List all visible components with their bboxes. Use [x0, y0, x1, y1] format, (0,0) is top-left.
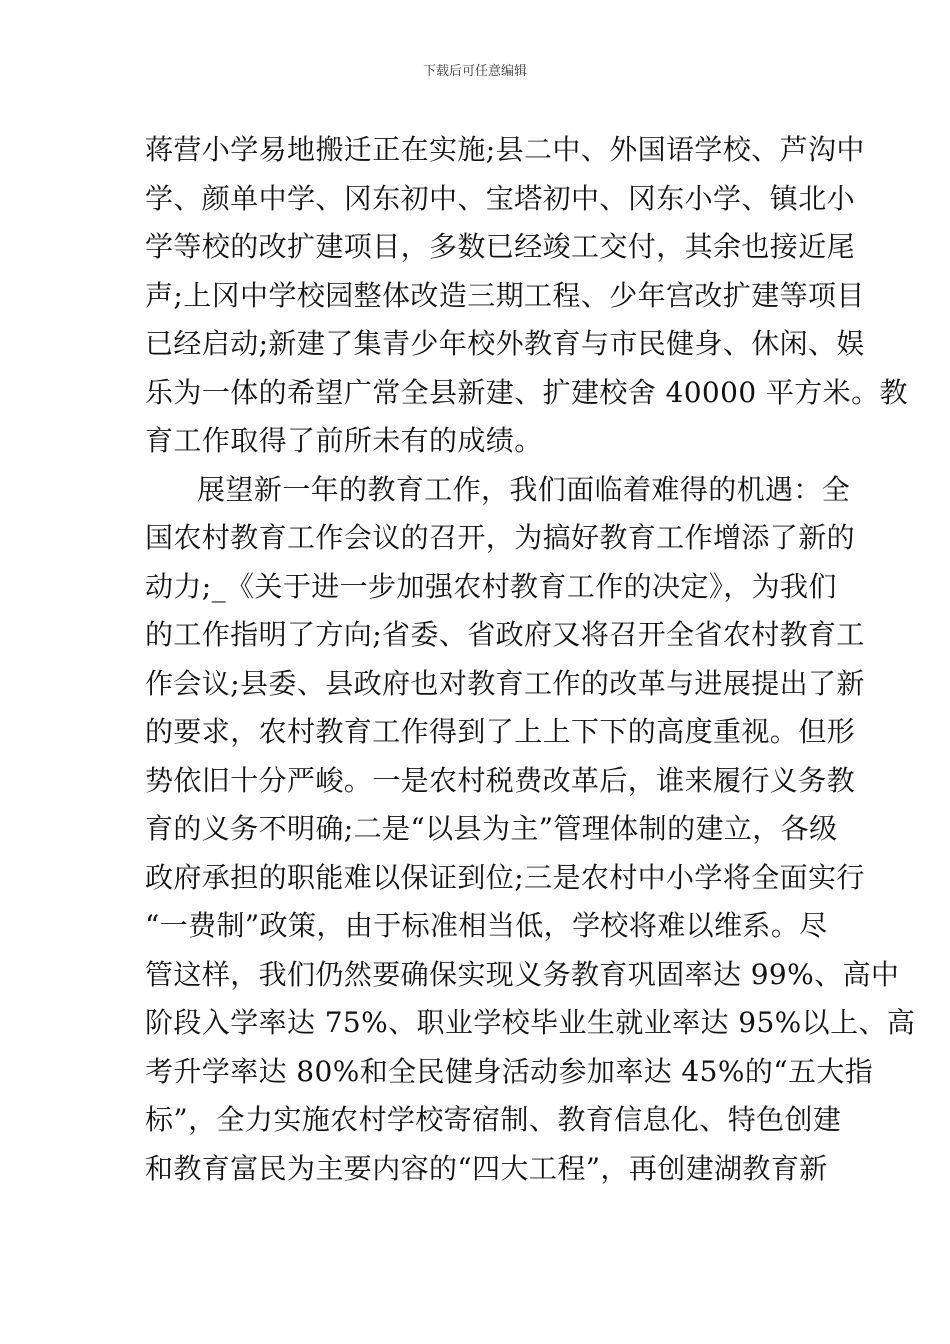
text-line: 已经启动;新建了集青少年校外教育与市民健身、休闲、娱 [145, 327, 865, 360]
text-line: 育工作取得了前所未有的成绩。 [145, 424, 543, 457]
text-line: 蒋营小学易地搬迁正在实施;县二中、外国语学校、芦沟中 [145, 133, 865, 166]
text-line: 的要求，农村教育工作得到了上上下下的高度重视。但形 [145, 715, 856, 748]
text-line: 阶段入学率达 75%、职业学校毕业生就业率达 95%以上、高 [145, 1006, 916, 1039]
text-line: 作会议;县委、县政府也对教育工作的改革与进展提出了新 [145, 666, 865, 700]
text-line: 学、颜单中学、冈东初中、宝塔初中、冈东小学、镇北小 [145, 181, 856, 215]
text-line: 势依旧十分严峻。一是农村税费改革后，谁来履行义务教 [145, 763, 856, 797]
text-line: 标”，全力实施农村学校寄宿制、教育信息化、特色创建 [145, 1103, 842, 1136]
text-line: 的工作指明了方向;省委、省政府又将召开全省农村教育工 [145, 618, 865, 651]
text-line: 考升学率达 80%和全民健身活动参加率达 45%的“五大指 [145, 1054, 874, 1088]
paragraph-first-line: 展望新一年的教育工作，我们面临着难得的机遇：全 [197, 472, 851, 506]
text-line: 乐为一体的希望广常全县新建、扩建校舍 40000 平方米。教 [145, 375, 908, 409]
text-line: 和教育富民为主要内容的“四大工程”，再创建湖教育新 [145, 1151, 828, 1185]
text-line: 学等校的改扩建项目，多数已经竣工交付，其余也接近尾 [145, 230, 856, 263]
document-body [145, 126, 916, 1193]
text-line: 动力;_《关于进一步加强农村教育工作的决定》，为我们 [145, 569, 837, 603]
text-line: 育的义务不明确;二是“以县为主”管理体制的建立，各级 [145, 812, 838, 845]
text-line: 国农村教育工作会议的召开，为搞好教育工作增添了新的 [145, 521, 856, 554]
text-line: “一费制”政策，由于标准相当低，学校将难以维系。尽 [145, 909, 828, 942]
page-header: 下载后可任意编辑 [422, 64, 527, 79]
text-line: 政府承担的职能难以保证到位;三是农村中小学将全面实行 [145, 860, 865, 894]
text-line: 管这样，我们仍然要确保实现义务教育巩固率达 99%、高中 [145, 957, 900, 991]
text-line: 声;上冈中学校园整体改造三期工程、少年宫改扩建等项目 [145, 278, 865, 312]
